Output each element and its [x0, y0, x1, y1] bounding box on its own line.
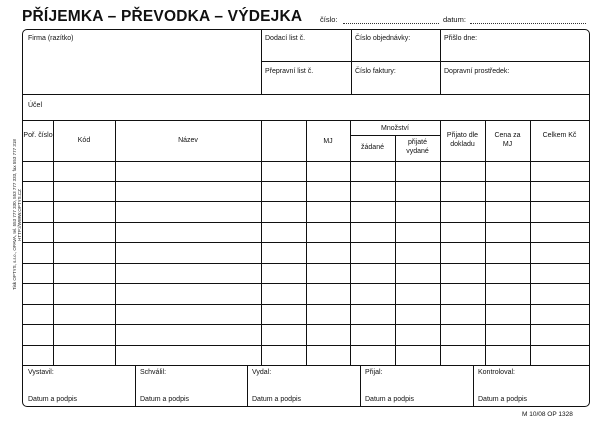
vydal-sub: Datum a podpis: [252, 396, 302, 403]
cislo-faktury-label: Číslo faktury:: [355, 68, 396, 75]
schvalil-label: Schválil:: [140, 369, 167, 376]
table-row[interactable]: [23, 283, 589, 284]
form-title: PŘÍJEMKA – PŘEVODKA – VÝDEJKA: [22, 8, 303, 25]
table-row[interactable]: [23, 181, 589, 182]
vydal-label: Vydal:: [252, 369, 272, 376]
col-cena-za-mj: Cena za MJ: [494, 132, 521, 148]
col-pol-cislo: Poř. číslo: [23, 132, 53, 139]
cislo-field[interactable]: [343, 23, 439, 24]
table-row[interactable]: [23, 242, 589, 243]
prijal-label: Přijal:: [365, 369, 383, 376]
form-code: M 10/08 OP 1328: [522, 411, 573, 418]
datum-label: datum:: [443, 15, 466, 24]
table-row[interactable]: [23, 365, 589, 366]
preslo-dne-label: Přišlo dne:: [444, 35, 478, 42]
table-row[interactable]: [23, 324, 589, 325]
datum-field[interactable]: [470, 23, 586, 24]
printer-url: HTTP://WWW.OPTYS.CZ: [17, 189, 22, 241]
col-zadane: žádané: [361, 144, 384, 151]
dopravni-prostredek-label: Dopravní prostředek:: [444, 68, 510, 75]
prijal-sub: Datum a podpis: [365, 396, 415, 403]
printer-line: Tisk OPTYS, s.r.o., OPAVA, tel. 553 777 330, 553 777 333, fax 553 777 318: [12, 139, 17, 290]
prepravni-list-label: Přepravní list č.: [265, 68, 314, 75]
table-row[interactable]: [23, 201, 589, 202]
dodaci-list-label: Dodací list č.: [265, 35, 306, 42]
col-kod: Kód: [77, 137, 91, 144]
ucel-label: Účel: [28, 102, 43, 109]
cislo-label: číslo:: [320, 15, 338, 24]
table-row[interactable]: [23, 222, 589, 223]
table-row[interactable]: [23, 304, 589, 305]
schvalil-sub: Datum a podpis: [140, 396, 190, 403]
table-row[interactable]: [23, 345, 589, 346]
form-frame: [22, 29, 590, 407]
printer-info: [12, 140, 22, 290]
col-prijate-vydane: přijaté vydané: [406, 139, 429, 155]
cislo-objednavky-label: Číslo objednávky:: [355, 35, 411, 42]
kontroloval-label: Kontroloval:: [478, 369, 515, 376]
col-mnozstvi: Množství: [380, 125, 409, 132]
firma-label: Firma (razítko): [28, 35, 74, 42]
kontroloval-sub: Datum a podpis: [478, 396, 528, 403]
col-nazev: Název: [178, 137, 198, 144]
col-mj: MJ: [323, 138, 333, 145]
col-celkem-kc: Celkem Kč: [542, 132, 577, 139]
vystavil-label: Vystavil:: [28, 369, 54, 376]
col-prijato-dle-dokladu: Přijato dle dokladu: [446, 132, 479, 148]
table-row[interactable]: [23, 263, 589, 264]
vystavil-sub: Datum a podpis: [28, 396, 78, 403]
